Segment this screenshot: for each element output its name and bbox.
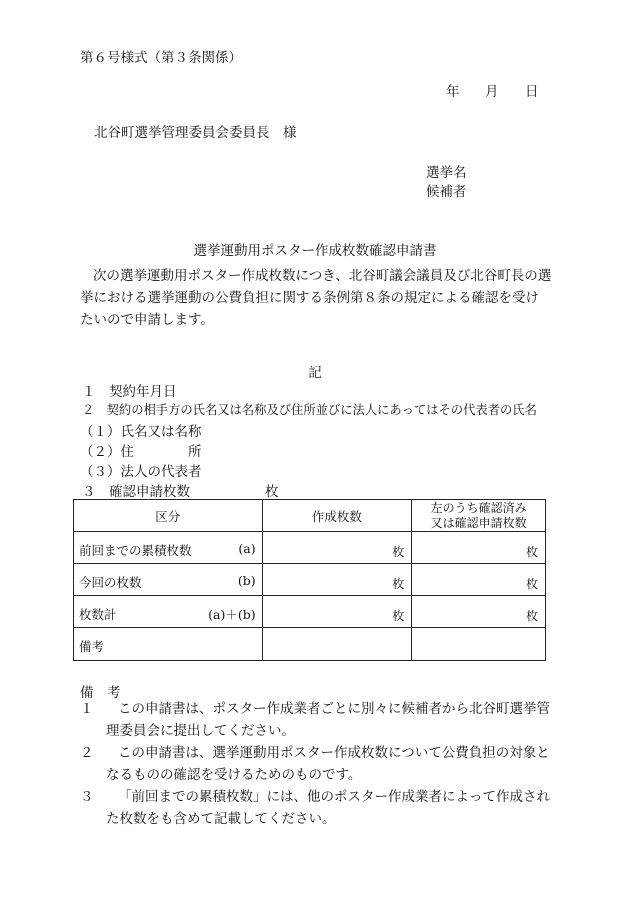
confirmed-count-cell[interactable] [412, 596, 546, 628]
header-created-count: 作成枚数 [262, 500, 412, 532]
ki-heading: 記 [308, 365, 322, 381]
election-name-label: 選挙名 [426, 165, 467, 181]
note-item [80, 742, 552, 786]
note-item [80, 786, 552, 830]
note-text-body: 「前回までの累積枚数」には、他のポスター作成業者によって作成された枚数をも含めて記載してください。 [106, 789, 550, 827]
sub-item-name: （１）氏名又は名称 [80, 424, 202, 440]
row-label: 枚数計 [79, 607, 117, 622]
unit-label: 枚 [525, 545, 538, 559]
table-row [74, 596, 546, 628]
sub-item-representative: （３）法人の代表者 [80, 464, 202, 480]
row-label: 備考 [79, 639, 105, 654]
row-label-cell [74, 564, 263, 596]
note-number: ２ [80, 745, 94, 761]
confirmed-count-cell[interactable] [412, 564, 546, 596]
date-day-label: 日 [525, 84, 539, 100]
row-tag: (b) [237, 573, 256, 588]
note-text-body: この申請書は、選挙運動用ポスター作成枚数について公費負担の対象となるものの確認を受けるためのものです。 [106, 745, 550, 783]
row-tag: (a)＋(b) [208, 607, 256, 622]
header-category: 区分 [74, 500, 263, 532]
table-row [74, 564, 546, 596]
confirmed-count-cell[interactable] [412, 532, 546, 564]
row-tag: (a) [238, 541, 256, 556]
note-item [80, 698, 552, 742]
form-number: 第６号様式（第３条関係） [80, 50, 242, 66]
table-row [74, 628, 546, 661]
note-number: ３ [80, 789, 94, 805]
unit-label: 枚 [392, 609, 405, 623]
remarks-cell[interactable] [262, 628, 412, 661]
addressee: 北谷町選挙管理委員会委員長 様 [94, 125, 297, 141]
candidate-label: 候補者 [426, 184, 467, 200]
created-count-cell[interactable] [262, 532, 412, 564]
date-month-label: 月 [485, 84, 499, 100]
unit-label: 枚 [525, 609, 538, 623]
count-table [73, 499, 546, 661]
row-label: 前回までの累積枚数 [79, 543, 192, 558]
document-title: 選挙運動用ポスター作成枚数確認申請書 [193, 243, 437, 259]
sub-item-address: （２）住 所 [80, 444, 202, 460]
unit-label: 枚 [525, 577, 538, 591]
table-header-row [74, 500, 546, 532]
item-requested-count: ３ 確認申請枚数 [82, 484, 190, 500]
item-contract-date: １ 契約年月日 [82, 384, 177, 400]
row-label-cell [74, 628, 263, 661]
header-confirmed-count [412, 500, 546, 532]
note-text-body: この申請書は、ポスター作成業者ごとに別々に候補者から北谷町選挙管理委員会に提出してください。 [106, 701, 550, 739]
created-count-cell[interactable] [262, 564, 412, 596]
created-count-cell[interactable] [262, 596, 412, 628]
row-label-cell [74, 596, 263, 628]
notes-heading: 備 考 [80, 685, 121, 701]
table-row [74, 532, 546, 564]
note-text [80, 786, 552, 830]
note-number: １ [80, 701, 94, 717]
header-confirmed-line2: 又は確認申請枚数 [430, 515, 527, 530]
unit-label: 枚 [392, 545, 405, 559]
item-requested-count-unit: 枚 [265, 484, 279, 500]
note-text [80, 742, 552, 786]
header-confirmed-line1: 左のうち確認済み [430, 500, 527, 515]
intro-paragraph: 次の選挙運動用ポスター作成枚数につき、北谷町議会議員及び北谷町長の選挙における選挙運動の公費負担に関する条例第８条の規定による確認を受けたいので申請します。 [80, 268, 552, 328]
date-year-label: 年 [446, 84, 460, 100]
row-label: 今回の枚数 [79, 575, 142, 590]
item-contract-party: ２ 契約の相手方の氏名又は名称及び住所並びに法人にあってはその代表者の氏名 [82, 403, 537, 417]
remarks-cell[interactable] [412, 628, 546, 661]
row-label-cell [74, 532, 263, 564]
note-text [80, 698, 552, 742]
unit-label: 枚 [392, 577, 405, 591]
